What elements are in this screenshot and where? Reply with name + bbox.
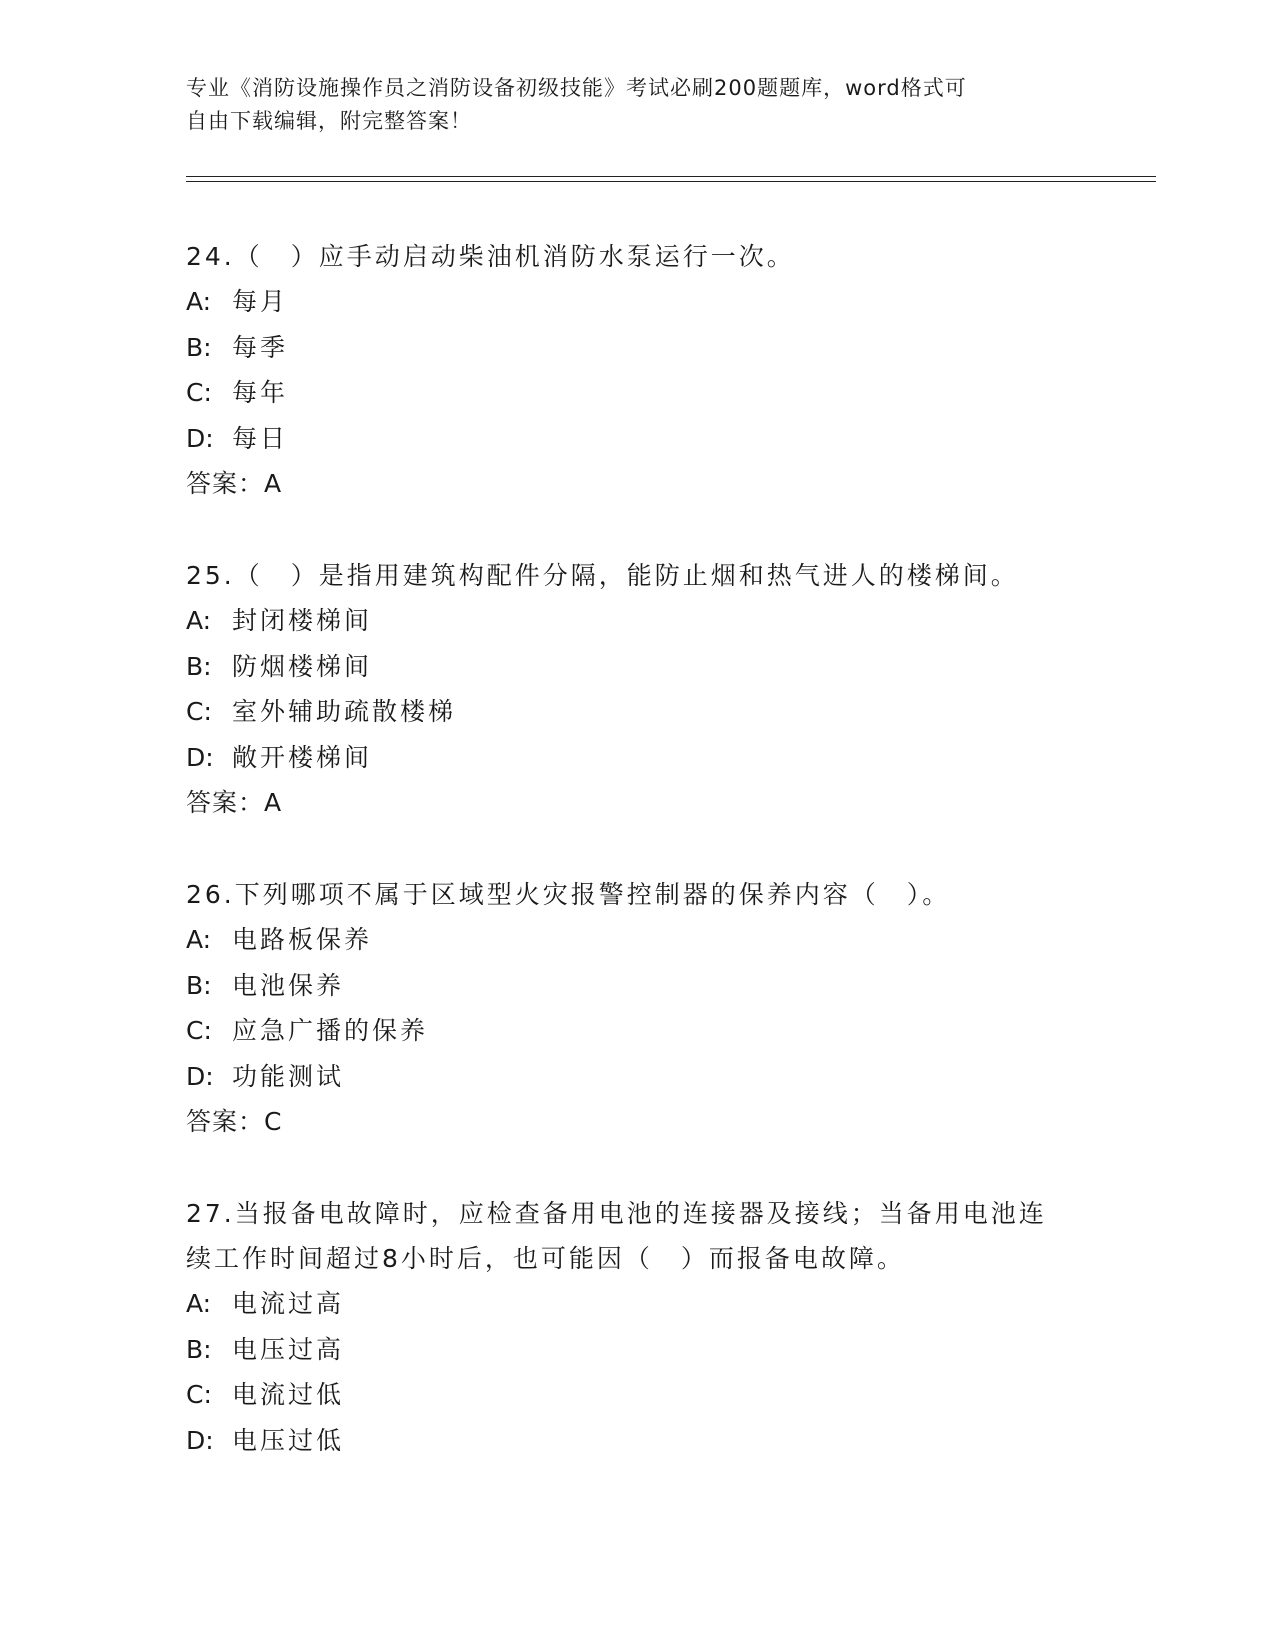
option-text: 每月: [232, 287, 289, 316]
option-text: 功能测试: [232, 1061, 345, 1091]
option-label: D:: [186, 742, 214, 772]
option-label: C:: [186, 1380, 212, 1409]
answer-line: 答案：A: [186, 788, 283, 817]
option-label: B:: [186, 1334, 212, 1364]
option-d: [186, 1054, 1086, 1100]
option-label: D:: [186, 1425, 214, 1455]
option-d: [186, 735, 1086, 781]
option-label: B:: [186, 332, 212, 362]
option-text: 电路板保养: [232, 925, 373, 954]
option-a: [186, 917, 1086, 963]
option-text: 电池保养: [232, 970, 345, 1000]
question-stem: 26.下列哪项不属于区域型火灾报警控制器的保养内容（ ）。: [186, 880, 951, 909]
option-b: [186, 325, 1086, 371]
option-d: [186, 416, 1086, 462]
option-text: 电流过高: [232, 1289, 345, 1318]
option-label: C:: [186, 1016, 212, 1045]
option-text: 每日: [232, 423, 289, 453]
question-stem-line-1: 27.当报备电故障时，应检查备用电池的连接器及接线；当备用电池连: [186, 1199, 1047, 1228]
question-26: [186, 872, 1086, 1145]
option-c: [186, 689, 1086, 735]
option-c: [186, 1008, 1086, 1054]
option-label: B:: [186, 651, 212, 681]
question-stem-line-2: 续工作时间超过8小时后，也可能因（ ）而报备电故障。: [186, 1244, 905, 1273]
option-b: [186, 963, 1086, 1009]
answer-line: 答案：A: [186, 469, 283, 498]
option-c: [186, 370, 1086, 416]
option-b: [186, 1327, 1086, 1373]
option-a: [186, 279, 1086, 325]
option-label: A:: [186, 606, 212, 635]
option-text: 应急广播的保养: [232, 1016, 429, 1045]
option-text: 电压过高: [232, 1334, 345, 1364]
question-27: [186, 1191, 1086, 1463]
option-d: [186, 1418, 1086, 1464]
option-label: A:: [186, 1289, 212, 1318]
option-label: A:: [186, 925, 212, 954]
option-text: 封闭楼梯间: [232, 606, 373, 635]
header-line-1: 专业《消防设施操作员之消防设备初级技能》考试必刷200题题库，word格式可: [186, 76, 967, 100]
option-a: [186, 598, 1086, 644]
option-text: 电压过低: [232, 1425, 345, 1455]
option-text: 室外辅助疏散楼梯: [232, 697, 457, 726]
option-label: D:: [186, 423, 214, 453]
question-stem: 24.（ ）应手动启动柴油机消防水泵运行一次。: [186, 242, 795, 271]
header-divider-top: [186, 176, 1156, 177]
option-c: [186, 1372, 1086, 1418]
option-text: 每季: [232, 332, 289, 362]
option-text: 电流过低: [232, 1380, 345, 1409]
option-text: 防烟楼梯间: [232, 651, 373, 681]
option-b: [186, 644, 1086, 690]
question-stem: 25.（ ）是指用建筑构配件分隔，能防止烟和热气进人的楼梯间。: [186, 561, 1019, 590]
option-a: [186, 1281, 1086, 1327]
option-label: D:: [186, 1061, 214, 1091]
option-label: C:: [186, 378, 212, 407]
question-25: [186, 553, 1086, 826]
option-label: B:: [186, 970, 212, 1000]
document-header: [186, 72, 1086, 138]
option-text: 敞开楼梯间: [232, 742, 373, 772]
option-label: C:: [186, 697, 212, 726]
option-label: A:: [186, 287, 212, 316]
option-text: 每年: [232, 378, 289, 407]
header-line-2: 自由下载编辑，附完整答案！: [186, 109, 472, 133]
answer-line: 答案：C: [186, 1107, 283, 1136]
header-divider-bottom: [186, 181, 1156, 182]
question-24: [186, 234, 1086, 507]
